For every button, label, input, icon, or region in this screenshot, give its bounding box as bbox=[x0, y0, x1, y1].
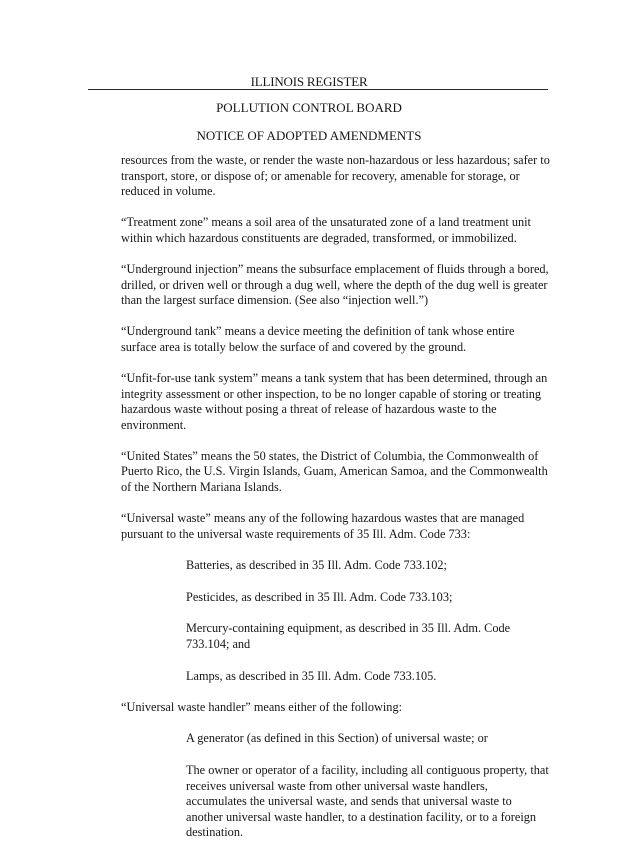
paragraph-universal-waste: “Universal waste” means any of the following hazardous wastes that are managed pursuant to the universal waste requirements of 35 Ill. Adm. Code 733: bbox=[121, 511, 525, 541]
notice-title: NOTICE OF ADOPTED AMENDMENTS bbox=[196, 128, 422, 143]
board-title: POLLUTION CONTROL BOARD bbox=[216, 100, 402, 115]
paragraph-treatment-cont: resources from the waste, or render the waste non-hazardous or less hazardous; safer to transport, store, or dispose of; or amenable for recovery, amenable for storage, or reduced in volume. bbox=[121, 153, 550, 199]
paragraph-united-states: “United States” means the 50 states, the District of Columbia, the Commonwealth of Puerto Rico, the U.S. Virgin Islands, Guam, American Samoa, and the Commonwealth of the Northern Mariana Islands. bbox=[121, 448, 548, 494]
header-rule bbox=[88, 89, 548, 90]
list-item-lamps: Lamps, as described in 35 Ill. Adm. Code 733.105. bbox=[186, 668, 437, 683]
list-item-mercury: Mercury-containing equipment, as described in 35 Ill. Adm. Code 733.104; and bbox=[186, 621, 511, 652]
paragraph-universal-waste-handler: “Universal waste handler” means either of the following: bbox=[121, 699, 403, 714]
document-body bbox=[121, 153, 551, 841]
register-title: ILLINOIS REGISTER bbox=[250, 74, 368, 89]
paragraph-treatment-zone: “Treatment zone” means a soil area of the unsaturated zone of a land treatment unit within which hazardous constituents are degraded, transformed, or immobilized. bbox=[121, 215, 531, 245]
list-item-batteries: Batteries, as described in 35 Ill. Adm. Code 733.102; bbox=[186, 558, 447, 573]
paragraph-unfit-tank: “Unfit-for-use tank system” means a tank system that has been determined, through an integrity assessment or other inspection, to be no longer capable of storing or treating hazardous waste without posing a threat of release of hazardous waste to the environment. bbox=[121, 370, 548, 432]
list-item-owner-operator: The owner or operator of a facility, including all contiguous property, that receives universal waste from other universal waste handlers, accumulates the universal waste, and sends that universal waste to another universal waste handler, to a destination facility, or to a foreign destination. bbox=[186, 762, 549, 840]
paragraph-underground-injection: “Underground injection” means the subsurface emplacement of fluids through a bored, drilled, or driven well or through a dug well, where the depth of the dug well is greater than the largest surface dimension. (See also “injection well.”) bbox=[121, 261, 549, 308]
paragraph-underground-tank: “Underground tank” means a device meeting the definition of tank whose entire surface area is totally below the surface of and covered by the ground. bbox=[121, 324, 515, 354]
list-item-pesticides: Pesticides, as described in 35 Ill. Adm. Code 733.103; bbox=[186, 589, 453, 604]
list-item-generator: A generator (as defined in this Section) of universal waste; or bbox=[186, 731, 488, 746]
